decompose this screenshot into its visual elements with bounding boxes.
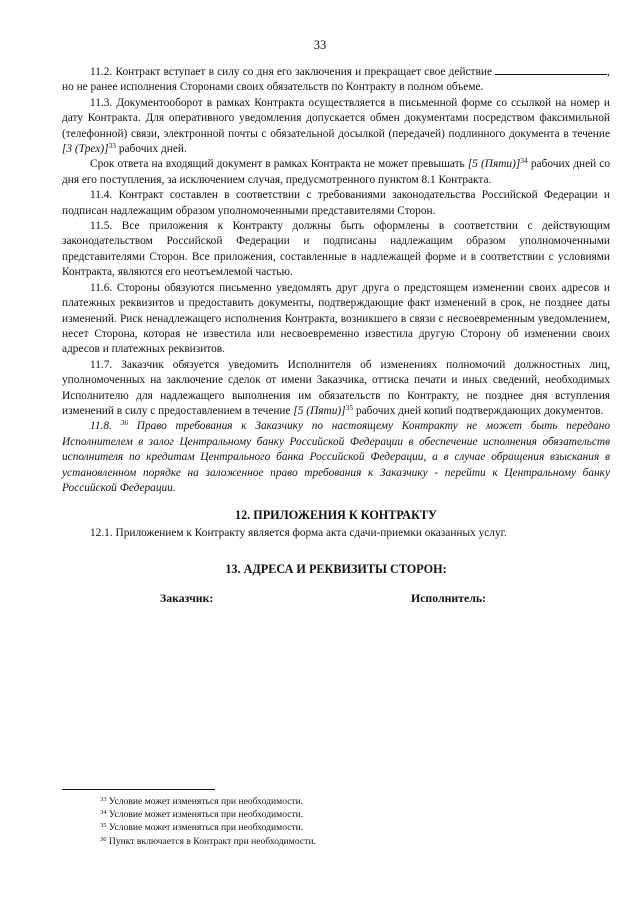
term-value: [3 (Трех)] <box>62 143 109 156</box>
parties-row <box>62 591 610 611</box>
clause-11-4: 11.4. Контракт составлен в соответствии с требованиями законодательства Российской Федерации и подписан надлежащим образом уполномоченными представителями Сторон. <box>62 189 610 217</box>
clause-11-6: 11.6. Стороны обязуются письменно уведомлять друг друга о предстоящем изменении своих адресов и платежных реквизитов и предоставить документы, подтверждающие факт изменений в срок, не позднее даты изменений. Риск ненадлежащего исполнения Контракта, возникшего в связи с несвоевременным уведомлением, несет Сторона, которая не известила или несвоевременно известила другую Сторону об изменении своих адресов и платежных реквизитов. <box>62 281 610 356</box>
customer-label: Заказчик: <box>160 590 214 605</box>
footnote-divider <box>62 789 215 790</box>
footnote-item: $^{33}$ Условие может изменяться при необходимости. <box>100 796 304 807</box>
clause-11-7: 11.7. Заказчик обязуется уведомить Исполнителя об изменениях полномочий должностных лиц, уполномоченных на заключение сделок от имени Заказчика, оттиска печати и иных сведений, необходимых Исполнителю для надлежащего выполнения им обязательств по Контракту, не позднее дня вступления изменений в силу с предоставлением в течение [5 (Пяти)]$^{35}$ рабочих дней копий подтверждающих документов. <box>62 358 610 417</box>
footnote-ref: 34 <box>520 156 528 166</box>
clause-11-8: 11.8. $^{36}$ Право требования к Заказчику по настоящему Контракту не может быть передано Исполнителем в залог Центральному банку Российской Федерации в обеспечение исполнения обязательств исполнителя по кредитам Центрального банка Российской Федерации, а в случае обращения взыскания в установленном порядке на заложенное право требования к Заказчику - перейти к Центральному банку Российской Федерации. <box>62 418 610 494</box>
section-12-heading: 12. ПРИЛОЖЕНИЯ К КОНТРАКТУ <box>234 508 438 523</box>
footnote-item: $^{34}$ Условие может изменяться при необходимости. <box>100 809 304 821</box>
clause-12-1: 12.1. Приложением к Контракту является форма акта сдачи-приемки оказанных услуг. <box>90 527 507 540</box>
term-value: [5 (Пяти)] <box>293 404 346 417</box>
clause-response-term: Срок ответа на входящий документ в рамках Контракта не может превышать [5 (Пяти)]$^{34}$ рабочих дней со дня его поступления, за исключением случая, предусмотренного пунктом 8.1 Контракта. <box>62 156 611 186</box>
clause-11-3: 11.3. Документооборот в рамках Контракта осуществляется в письменной форме со ссылкой на номер и дату Контракта. Для оперативного уведомления допускается обмен документами посредством факсимильной (телефонной) связи, электронной почты с обязательной досылкой (передачей) подлинного документа в течение [3 (Трех)]$^{33}$ рабочих дней. <box>62 96 610 156</box>
term-value: [5 (Пяти)] <box>467 158 521 171</box>
footnotes <box>100 795 316 848</box>
footnote-ref: 33 <box>108 141 117 151</box>
footnote-item: $^{35}$ Условие может изменяться при необходимости. <box>100 822 304 834</box>
footnote-ref: 36 <box>120 418 129 428</box>
document-body <box>62 64 610 611</box>
footnote-item: $^{36}$ Пункт включается в Контракт при необходимости. <box>100 835 316 847</box>
footnote-ref: 35 <box>345 402 354 412</box>
clause-11-2: 11.2. Контракт вступает в силу со дня его заключения и прекращает свое действие , но не ранее исполнения Сторонами своих обязательств по Контракту в полном объеме. <box>62 66 610 94</box>
page-number: 33 <box>313 38 327 52</box>
section-13-heading: 13. АДРЕСА И РЕКВИЗИТЫ СТОРОН: <box>225 561 447 576</box>
clause-11-5: 11.5. Все приложения к Контракту должны быть оформлены в соответствии с действующим законодательством Российской Федерации и подписаны надлежащим образом уполномоченными представителями Сторон. Все приложения, составленные в надлежащей форме и в соответствии с условиями Контракта, являются его неотъемлемой частью. <box>62 220 610 279</box>
blank-line <box>495 64 607 75</box>
contractor-label: Исполнитель: <box>411 590 486 605</box>
